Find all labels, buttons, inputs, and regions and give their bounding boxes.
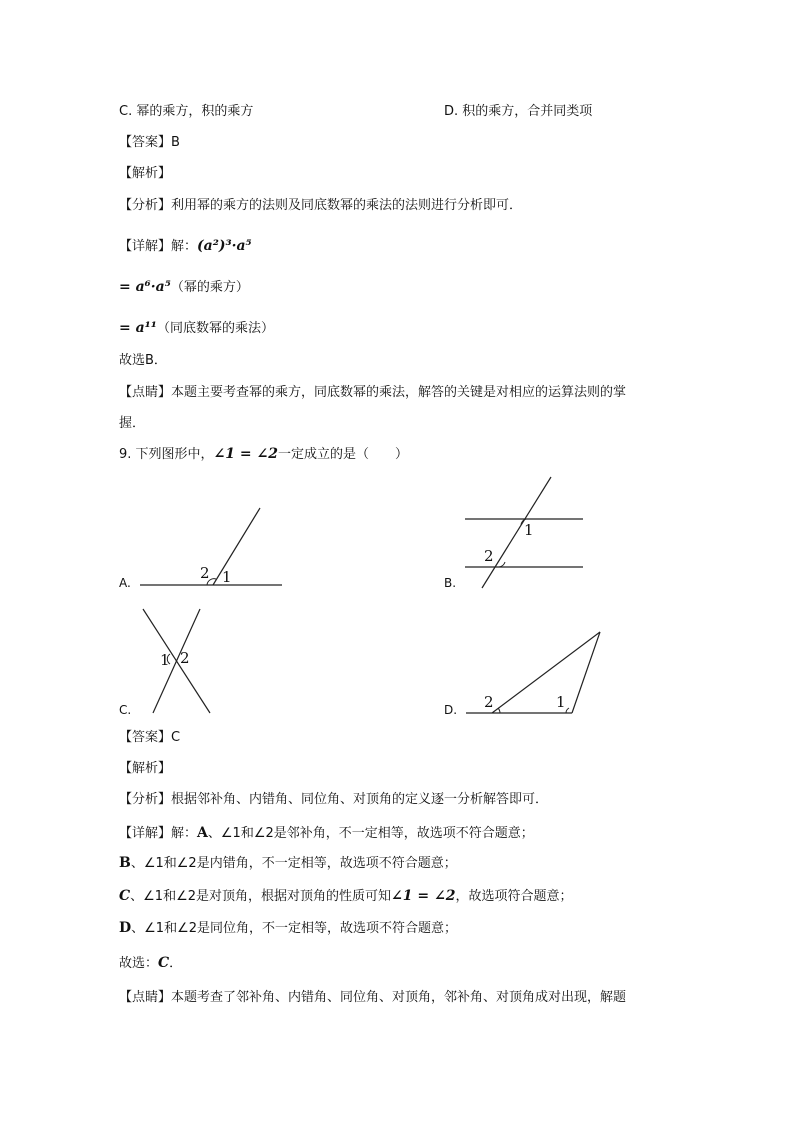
q8-step-1 bbox=[119, 277, 249, 298]
angle-2-label: 2 bbox=[200, 564, 210, 582]
q8-choose: 故选B． bbox=[119, 353, 167, 368]
q8-step-2 bbox=[119, 318, 274, 339]
step-2-expression: = a¹¹ bbox=[119, 320, 157, 336]
q9-fenxi-line bbox=[119, 790, 548, 810]
choose-suffix: ． bbox=[169, 956, 183, 971]
option-b-text: 、∠1和∠2是内错角，不一定相等，故选项不符合题意； bbox=[130, 856, 457, 871]
angle-1-label: 1 bbox=[556, 693, 566, 711]
q8-option-d: D. 积的乘方，合并同类项 bbox=[444, 104, 593, 119]
figure-b bbox=[460, 473, 590, 593]
q9-answer-line bbox=[119, 728, 180, 748]
q9-analysis-tag: 【解析】 bbox=[119, 761, 172, 776]
angle-2-label: 2 bbox=[484, 547, 494, 565]
q8-xiangjie-line bbox=[119, 236, 252, 257]
answer-tag: 【答案】 bbox=[119, 135, 172, 150]
q9-xiangjie-a bbox=[119, 823, 534, 844]
option-c-text-2: ，故选项符合题意； bbox=[455, 889, 573, 904]
q9-stem-suffix: 一定成立的是（ ） bbox=[277, 447, 408, 462]
figure-label-c: C. bbox=[119, 703, 132, 717]
q9-xiangjie-d bbox=[119, 918, 457, 939]
figure-a bbox=[130, 500, 290, 595]
choose-prefix: 故选： bbox=[119, 956, 159, 971]
step-2-note: （同底数幂的乘法） bbox=[156, 321, 274, 336]
figure-label-a: A. bbox=[119, 576, 131, 590]
step-1-note: （幂的乘方） bbox=[170, 280, 249, 295]
q9-xiangjie-b bbox=[119, 853, 457, 874]
option-c-math: ∠1 = ∠2 bbox=[391, 888, 456, 904]
angle-1-label: 1 bbox=[524, 521, 534, 539]
figure-c bbox=[135, 605, 220, 720]
figure-label-b: B. bbox=[444, 576, 457, 590]
answer-tag: 【答案】 bbox=[119, 730, 172, 745]
figure-d bbox=[462, 625, 607, 720]
fenxi-text: 利用幂的乘方的法则及同底数幂的乘法的法则进行分析即可． bbox=[171, 198, 523, 213]
q8-analysis-tag: 【解析】 bbox=[119, 166, 172, 181]
q9-xiangjie-c bbox=[119, 886, 572, 907]
option-c-letter: C bbox=[119, 888, 131, 904]
figure-label-d: D. bbox=[444, 703, 458, 717]
step-1-expression: = a⁶·a⁵ bbox=[119, 279, 171, 295]
xiangjie-lead: 解： bbox=[171, 826, 198, 841]
q8-option-c: C. 幂的乘方，积的乘方 bbox=[119, 104, 254, 119]
q8-fenxi-line bbox=[119, 196, 522, 216]
dianjing-tag: 【点睛】 bbox=[119, 385, 172, 400]
fenxi-tag: 【分析】 bbox=[119, 792, 172, 807]
choose-letter: C bbox=[158, 955, 170, 971]
q9-dianjing-line bbox=[119, 988, 626, 1008]
angle-2-label: 2 bbox=[484, 693, 494, 711]
answer-value: B bbox=[171, 135, 180, 150]
fenxi-tag: 【分析】 bbox=[119, 198, 172, 213]
q8-dianjing-cont: 握． bbox=[119, 416, 146, 431]
dianjing-text-1: 本题主要考查幂的乘方，同底数幂的乘法，解答的关键是对相应的运算法则的掌 bbox=[171, 385, 627, 400]
option-d-letter: D bbox=[119, 920, 132, 936]
xiangjie-tag: 【详解】 bbox=[119, 826, 172, 841]
angle-1-label: 1 bbox=[160, 651, 170, 669]
q9-choose bbox=[119, 953, 182, 974]
expression-1: (a²)³·a⁵ bbox=[197, 238, 252, 254]
xiangjie-tag: 【详解】 bbox=[119, 239, 172, 254]
angle-2-label: 2 bbox=[180, 649, 190, 667]
q9-stem bbox=[119, 444, 408, 465]
option-a-text: 、∠1和∠2是邻补角，不一定相等，故选项不符合题意； bbox=[207, 826, 534, 841]
dianjing-text: 本题考查了邻补角、内错角、同位角、对顶角，邻补角、对顶角成对出现，解题 bbox=[171, 990, 627, 1005]
option-d-text: 、∠1和∠2是同位角，不一定相等，故选项不符合题意； bbox=[131, 921, 457, 936]
q9-stem-math: ∠1 = ∠2 bbox=[213, 446, 278, 462]
xiangjie-lead: 解： bbox=[171, 239, 198, 254]
fenxi-text: 根据邻补角、内错角、同位角、对顶角的定义逐一分析解答即可． bbox=[171, 792, 549, 807]
dianjing-tag: 【点睛】 bbox=[119, 990, 172, 1005]
answer-value: C bbox=[171, 730, 181, 745]
q8-dianjing-line bbox=[119, 383, 626, 403]
option-b-letter: B bbox=[119, 855, 131, 871]
option-c-text-1: 、∠1和∠2是对顶角，根据对顶角的性质可知 bbox=[130, 889, 392, 904]
option-a-letter: A bbox=[197, 825, 208, 841]
q8-answer-line bbox=[119, 133, 180, 153]
angle-1-label: 1 bbox=[222, 568, 232, 586]
q9-stem-prefix: 9. 下列图形中， bbox=[119, 447, 214, 462]
